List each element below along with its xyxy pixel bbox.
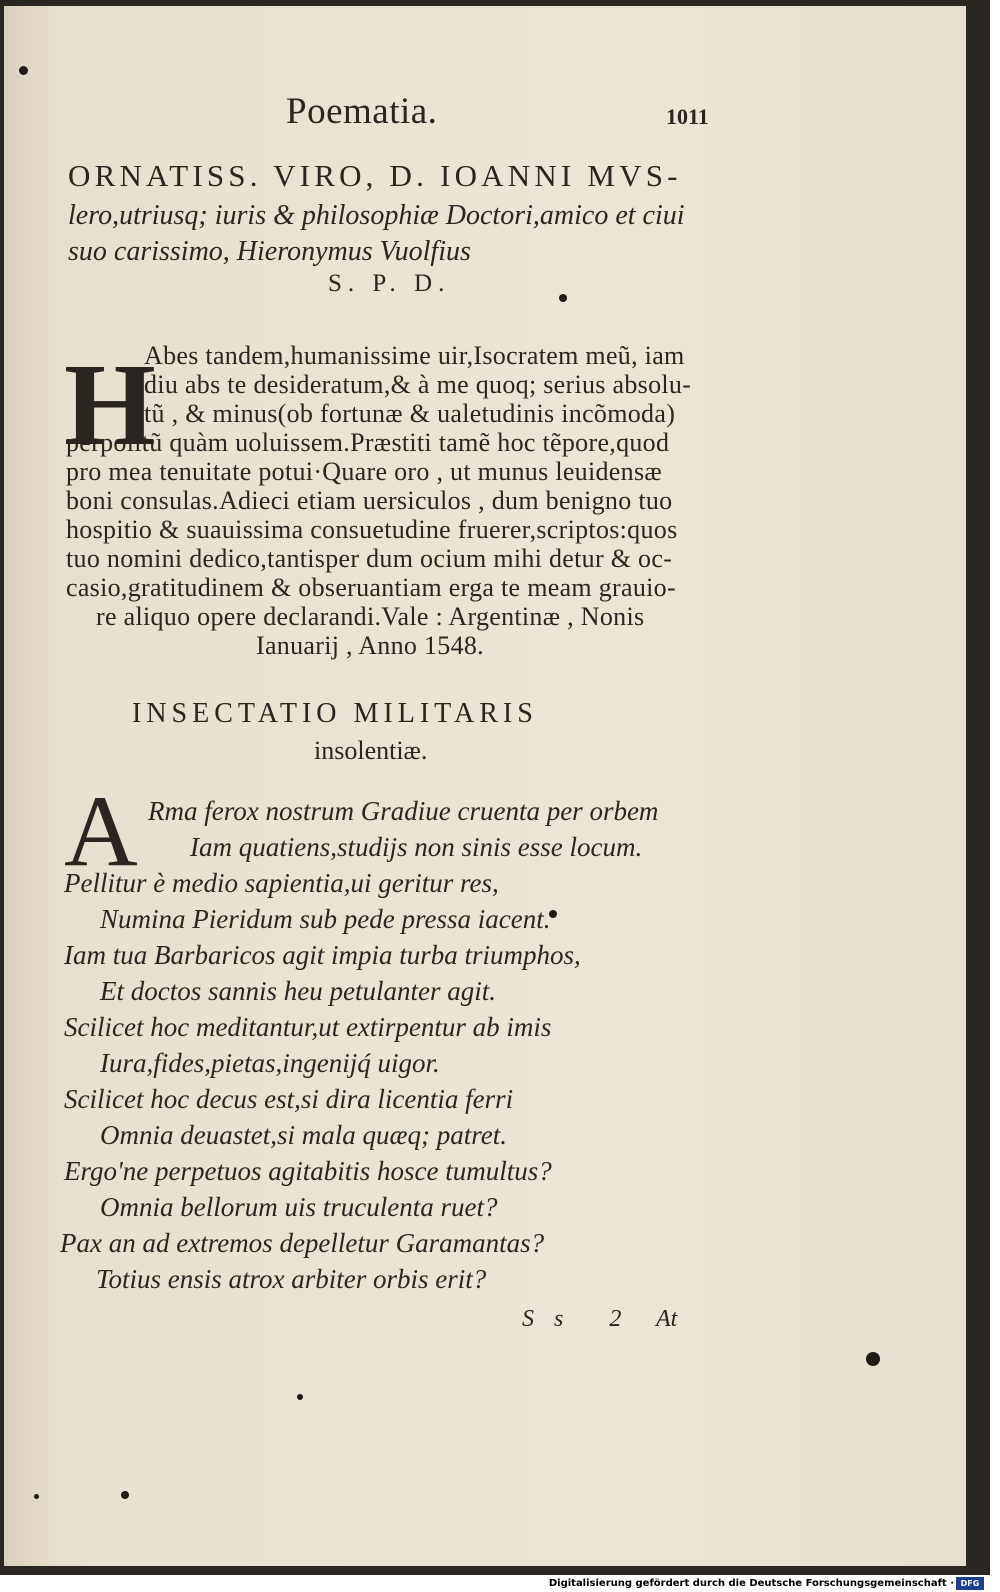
verse-line: Omnia bellorum uis truculenta ruet? — [100, 1192, 498, 1222]
verse-line: Omnia deuastet,si mala quæq; patret. — [100, 1120, 507, 1150]
dedication-salutation: S. P. D. — [328, 270, 451, 297]
letter-line: tũ , & minus(ob fortunæ & ualetudinis incõmoda) — [144, 399, 676, 428]
catchword: At — [656, 1306, 678, 1332]
verse-line: Iura,fides,pietas,ingenijq́ uigor. — [100, 1048, 440, 1078]
letter-line: casio,gratitudinem & obseruantiam erga te meam grauio- — [66, 573, 676, 602]
dfg-logo: DFG — [956, 1577, 984, 1590]
ink-speck — [559, 294, 567, 302]
dedication-heading: ORNATISS. VIRO, D. IOANNI MVS- — [68, 158, 682, 193]
ink-speck — [34, 1494, 39, 1499]
book-page — [4, 6, 966, 1566]
letter-line: pro mea tenuitate potui·Quare oro , ut munus leuidensæ — [66, 457, 663, 486]
digitization-credit: Digitalisierung gefördert durch die Deutsche Forschungsgemeinschaft · — [548, 1578, 954, 1589]
poem-title: INSECTATIO MILITARIS — [132, 698, 538, 729]
dedication-line-3: suo carissimo, Hieronymus Vuolfius — [68, 236, 471, 267]
ink-speck — [866, 1352, 880, 1366]
running-head: Poematia. — [286, 91, 438, 132]
verse-line: Totius ensis atrox arbiter orbis erit? — [96, 1264, 487, 1294]
poem-dropcap: A — [64, 775, 138, 888]
verse-line: Ergo'ne perpetuos agitabitis hosce tumultus? — [64, 1156, 552, 1186]
verse-line: Pellitur è medio sapientia,ui geritur res, — [64, 868, 499, 898]
verse-line: Iam quatiens,studijs non sinis esse locum. — [190, 832, 643, 862]
verse-line: Et doctos sannis heu petulanter agit. — [100, 976, 496, 1006]
verse-line: Scilicet hoc meditantur,ut extirpentur ab imis — [64, 1012, 552, 1042]
letter-line: boni consulas.Adieci etiam uersiculos , dum benigno tuo — [66, 486, 673, 515]
dedication-line-2: lero,utriusq; iuris & philosophiæ Doctori,amico et ciui — [68, 200, 685, 231]
letter-dropcap: H — [64, 339, 156, 470]
letter-line: diu abs te desideratum,& à me quoq; serius absolu- — [144, 370, 692, 399]
letter-line: Ianuarij , Anno 1548. — [256, 631, 484, 660]
ink-speck — [19, 66, 28, 75]
letter-line: hospitio & suauissima consuetudine fruerer,scriptos:quos — [66, 515, 678, 544]
verse-line: Pax an ad extremos depelletur Garamantas? — [60, 1228, 545, 1258]
letter-line: re aliquo opere declarandi.Vale : Argentinæ , Nonis — [96, 602, 645, 631]
letter-line: perpolitũ quàm uoluissem.Præstiti tamẽ hoc tẽpore,quod — [66, 428, 670, 457]
ink-speck — [121, 1491, 129, 1499]
verse-line: Iam tua Barbaricos agit impia turba triumphos, — [64, 940, 581, 970]
poem-subtitle: insolentiæ. — [314, 736, 428, 765]
verse-line: Numina Pieridum sub pede pressa iacent. — [100, 904, 551, 934]
signature-mark: Ss 2 — [522, 1306, 642, 1332]
verse-line: Scilicet hoc decus est,si dira licentia ferri — [64, 1084, 514, 1114]
letter-line: tuo nomini dedico,tantisper dum ocium mihi detur & oc- — [66, 544, 673, 573]
ink-speck — [297, 1394, 303, 1400]
page-number: 1011 — [666, 104, 709, 129]
verse-line: Rma ferox nostrum Gradiue cruenta per orbem — [148, 796, 659, 826]
letter-line: Abes tandem,humanissime uir,Isocratem meũ, iam — [144, 341, 685, 370]
